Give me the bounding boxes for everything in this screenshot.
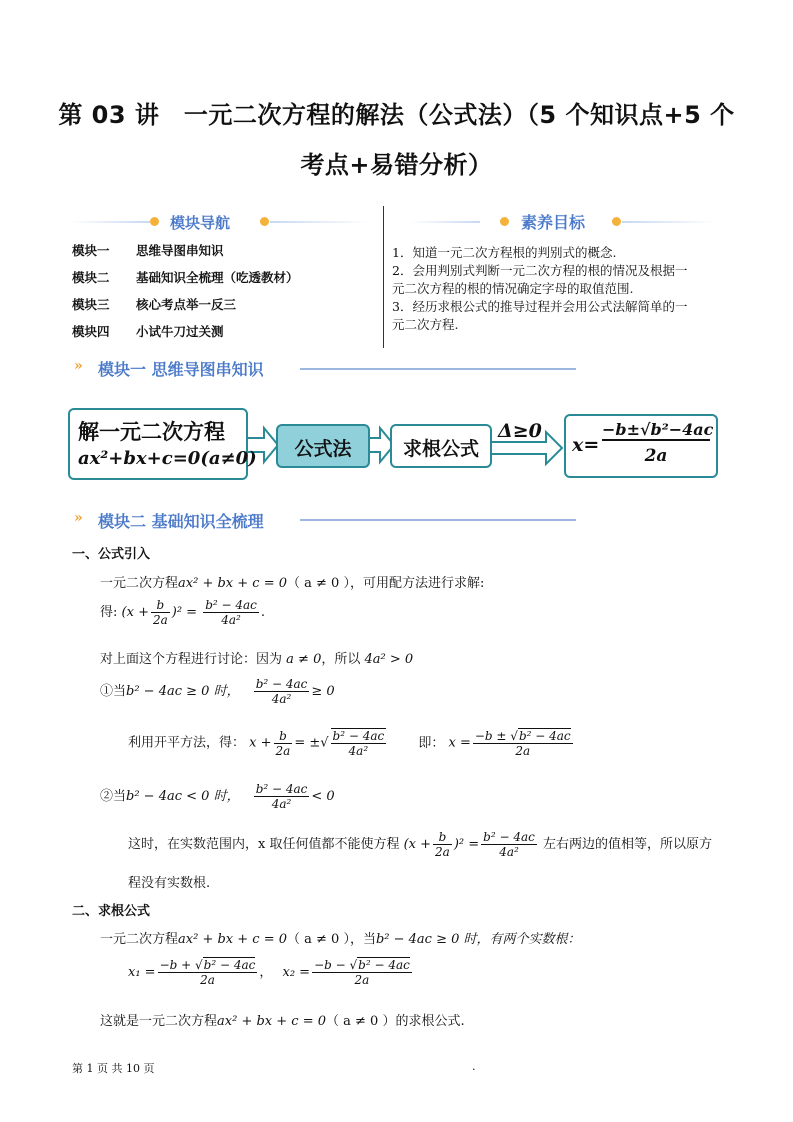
goals-dot-left: [500, 217, 509, 226]
formula-numerator: −b±√b²−4ac: [602, 420, 714, 439]
equation: ax² + bx + c = 0: [178, 932, 287, 947]
nav-item-key: 模块四: [72, 324, 110, 339]
text: 这就是一元二次方程: [100, 1014, 218, 1029]
box3-label: 求根公式: [402, 438, 479, 460]
nav-item-key: 模块二: [72, 270, 110, 285]
nav-header: 模块导航: [170, 214, 231, 232]
page-title-line2: 考点+易错分析）: [300, 151, 493, 179]
text: （ a ≠ 0 ），可用配方法进行求解:: [287, 576, 485, 591]
nav-dot-right: [260, 217, 269, 226]
part1-case2: ②当b² − 4ac < 0 时， $\frac{\text{b² − 4ac}}{\text{4a²}}$ < 0: [100, 782, 335, 811]
part1-completing-square: 得: (x + $\frac{b}{2a}$ )² = $\frac{\text{b² − 4ac}}{\text{4a²}}$ .: [100, 598, 266, 627]
equation: ax² + bx + c = 0: [217, 1014, 326, 1029]
nav-item-1[interactable]: [72, 241, 224, 259]
text: 所以: [334, 652, 361, 667]
goals-header-line-right: [622, 221, 717, 223]
part1-discussion: 对上面这个方程进行讨论：因为 a ≠ 0，所以 4a² > 0: [100, 652, 414, 667]
goals-header: 素养目标: [521, 213, 586, 232]
chevron-icon: »: [74, 358, 83, 374]
box-root-formula: [390, 424, 492, 468]
text: 对上面这个方程进行讨论：因为: [100, 652, 283, 667]
section2-line: [300, 519, 576, 521]
text: （ a ≠ 0 ），当: [287, 932, 376, 947]
nav-item-2[interactable]: [72, 268, 299, 286]
nav-dot-left: [150, 217, 159, 226]
nav-item-label: 小试牛刀过关测: [136, 324, 224, 339]
section1-title: 模块一 思维导图串知识: [98, 360, 264, 379]
nav-item-4[interactable]: [72, 322, 224, 340]
section1-line: [300, 368, 576, 370]
part1-case1: ①当b² − 4ac ≥ 0 时， $\frac{\text{b² − 4ac}}{\text{4a²}}$ ≥ 0: [100, 677, 335, 706]
text: 即：: [418, 735, 445, 751]
footer-dot: .: [472, 1060, 476, 1073]
text: 一元二次方程: [100, 932, 179, 947]
nav-item-label: 核心考点举一反三: [136, 297, 237, 312]
box-formula-method: [276, 424, 370, 468]
nav-item-label: 思维导图串知识: [136, 243, 224, 258]
text: 利用开平方法，得：: [128, 735, 246, 751]
part1-case2-text: 这时，在实数范围内，x 取任何值都不能使方程 (x + $\frac{b}{2a}$ )² = $\frac{\text{b² − 4ac}}{\text{4a²}}$ 左右两边的值相等，所以原方: [128, 830, 712, 859]
formula-lhs: x=: [572, 434, 600, 456]
text: 左右两边的值相等，所以原方: [542, 837, 712, 852]
part1-heading: 一、公式引入: [72, 547, 151, 562]
condition: b² − 4ac ≥ 0 时，: [126, 684, 240, 699]
part2-line1: [100, 928, 581, 947]
goal-line-4: 3．经历求根公式的推导过程并会用公式法解简单的一: [392, 299, 688, 314]
nav-item-label: 基础知识全梳理（吃透教材）: [136, 270, 299, 285]
part2-conclusion: [100, 1010, 465, 1029]
mindmap-diagram: [68, 398, 720, 490]
part1-case1-solution: 利用开平方法，得： x + $\frac{b}{2a}$ = ±√ $\frac{\text{b² − 4ac}}{\text{4a²}}$ 即： x = $\frac{\text{−b ± √b² − 4ac}}{2a}$: [128, 728, 571, 758]
part1-case2-text-cont: 程没有实数根.: [128, 876, 211, 891]
nav-item-3[interactable]: [72, 295, 236, 313]
text: （ a ≠ 0 ）的求根公式.: [326, 1014, 465, 1029]
box-formula: [564, 414, 718, 478]
equation: ax² + bx + c = 0: [178, 576, 287, 591]
column-divider: [383, 206, 384, 348]
text: ②当: [100, 789, 127, 804]
nav-header-line-right: [270, 221, 370, 223]
nav-item-key: 模块一: [72, 243, 110, 258]
box-solve-equation: [68, 408, 257, 480]
goal-line-1: 1．知道一元二次方程根的判别式的概念.: [392, 245, 617, 260]
goal-line-2: 2．会用判别式判断一元二次方程的根的情况及根据一: [392, 263, 688, 278]
part2-heading: 二、求根公式: [72, 904, 151, 919]
text: 一元二次方程: [100, 576, 179, 591]
chevron-icon: »: [74, 510, 83, 526]
part2-roots: x₁ = $\frac{\text{−b + √b² − 4ac}}{2a}$ ， x₂ = $\frac{\text{−b − √b² − 4ac}}{2a}$: [128, 958, 410, 987]
formula-denominator: 2a: [644, 446, 668, 466]
text: b² − 4ac ≥ 0 时，有两个实数根：: [375, 932, 581, 947]
nav-item-key: 模块三: [72, 297, 110, 312]
text: ①当: [100, 684, 127, 699]
page-number: 第 1 页 共 10 页: [72, 1062, 155, 1075]
goal-line-3: 元二次方程的根的情况确定字母的取值范围.: [392, 281, 634, 296]
part1-intro: [100, 572, 484, 591]
goal-line-5: 元二次方程.: [392, 317, 459, 332]
goals-header-line-left: [410, 221, 480, 223]
box1-line2: ax²+bx+c=0(a≠0): [78, 448, 257, 469]
section2-title: 模块二 基础知识全梳理: [98, 512, 264, 531]
box2-label: 公式法: [294, 438, 352, 460]
page-title-line1: 第 03 讲 一元二次方程的解法（公式法）（5 个知识点+5 个: [58, 101, 735, 129]
condition: b² − 4ac < 0 时，: [126, 789, 240, 804]
delta-condition: Δ≥0: [498, 420, 542, 442]
nav-header-line-left: [70, 221, 150, 223]
box1-line1: 解一元二次方程: [78, 420, 225, 444]
text: 得:: [100, 605, 118, 620]
goals-dot-right: [612, 217, 621, 226]
text: 这时，在实数范围内，x 取任何值都不能使方程: [128, 837, 400, 852]
